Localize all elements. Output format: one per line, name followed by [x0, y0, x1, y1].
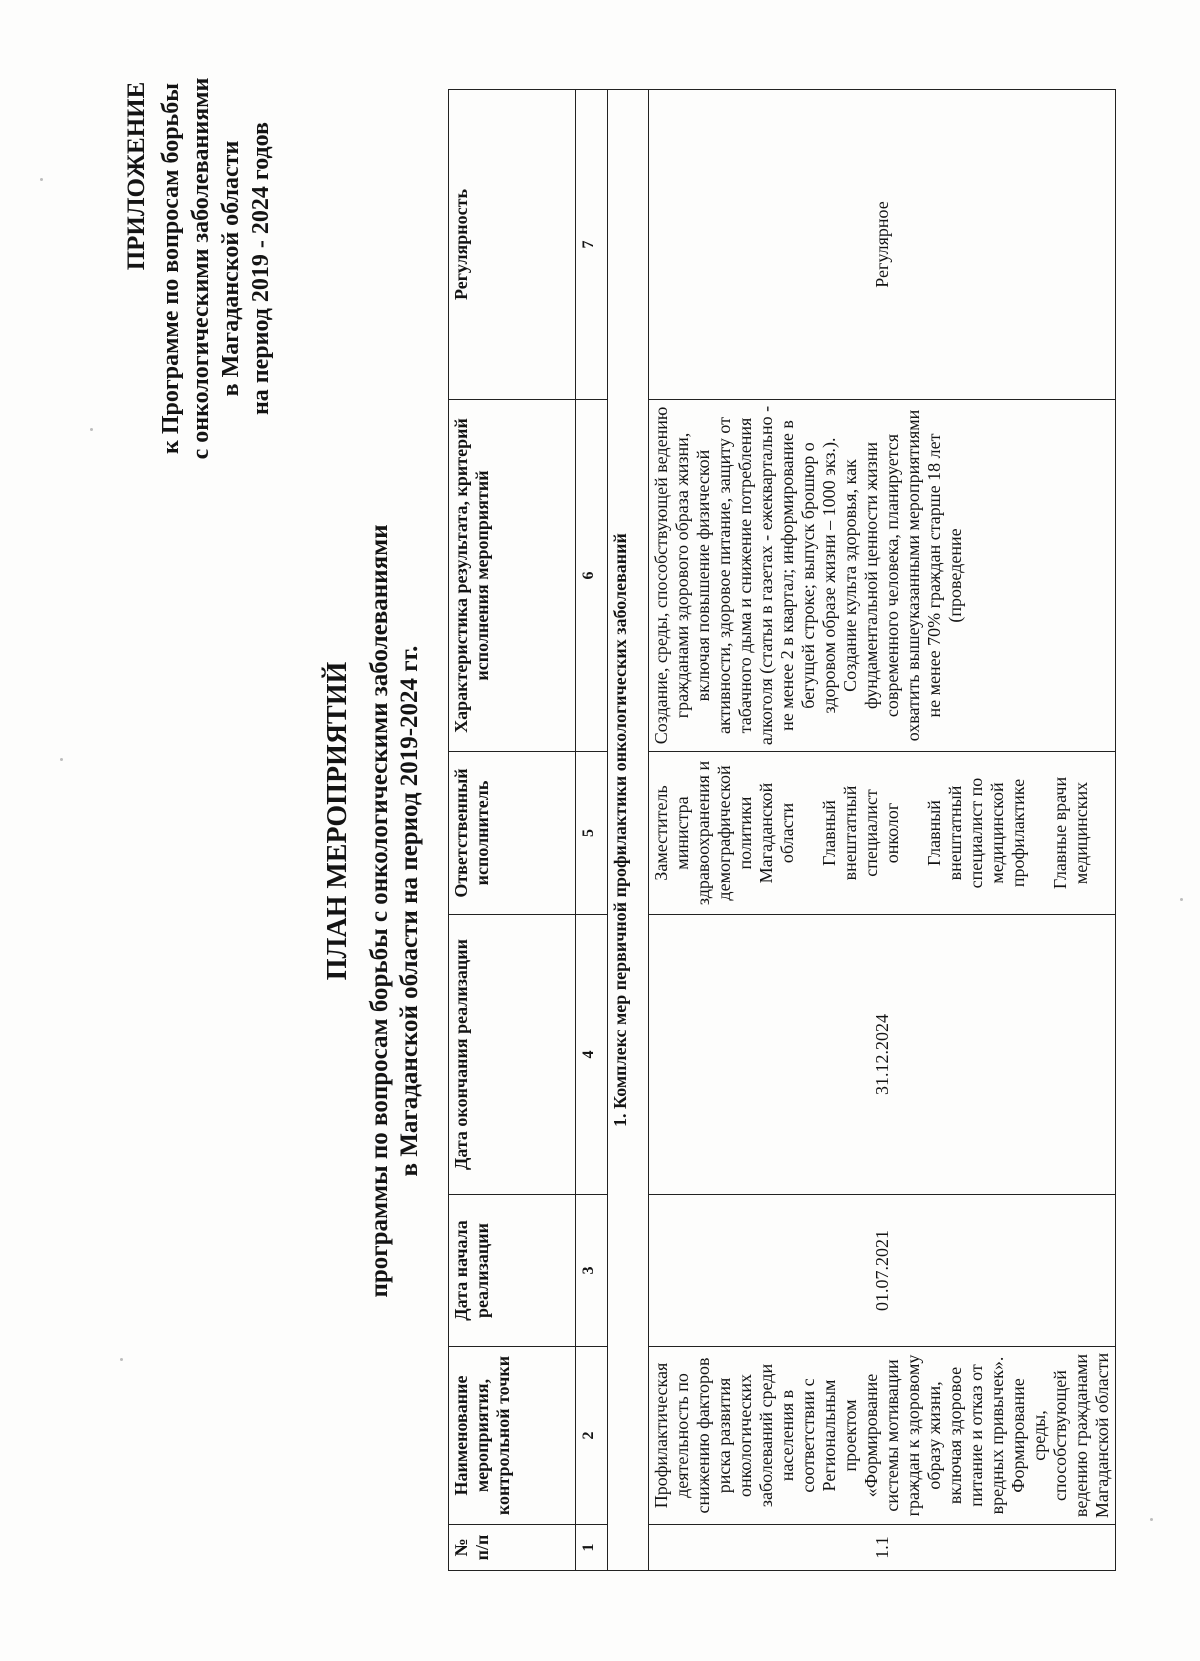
column-number: 7 — [576, 90, 608, 400]
start-date: 01.07.2021 — [649, 1195, 1116, 1347]
scan-speck — [60, 758, 63, 761]
column-number: 1 — [576, 1525, 608, 1571]
appendix-title: ПРИЛОЖЕНИЕ — [123, 81, 150, 271]
scan-speck — [1180, 898, 1183, 901]
appendix-line: на период 2019 - 2024 годов — [248, 121, 274, 416]
responsible-cell — [649, 752, 1116, 915]
column-number: 4 — [576, 915, 608, 1195]
scan-speck — [120, 1358, 123, 1361]
row-number: 1.1 — [649, 1525, 1116, 1571]
regularity: Регулярное — [649, 90, 1116, 400]
plan-title: ПЛАН МЕРОПРИЯТИЙ — [322, 661, 353, 981]
appendix-line: к Программе по вопросам борьбы — [158, 83, 184, 454]
responsible-person: Главный внештатный специалист онколог — [819, 785, 902, 881]
plan-subtitle: программы по вопросам борьбы с онкологическими заболеваниями — [366, 524, 393, 1298]
scan-speck — [90, 428, 93, 431]
plan-table — [448, 89, 1116, 1571]
event-name: Профилактическая деятельность по снижению факторов риска развития онкологических заболеваний среди населения в соответствии с Региональным проектом «Формирование системы мотивации граждан к здоровому образу жизни, включая здоровое питание и отказ от вредных привычек». Формирование среды, способствующей ведению гражданами Магаданской области — [649, 1347, 1116, 1525]
table-header-row — [449, 90, 576, 1571]
responsible-person: Главные врачи медицинских — [1050, 776, 1091, 890]
header-cell: Дата окончания реализации — [449, 915, 576, 1195]
plan-subtitle: в Магаданской области на период 2019-2024 гг. — [396, 645, 423, 1177]
end-date: 31.12.2024 — [649, 915, 1116, 1195]
appendix-line: с онкологическими заболеваниями — [188, 77, 214, 460]
result-paragraph: Создание культа здоровья, как фундаментальной ценности жизни современного человека, планируется охватить вышеуказанными мероприятиями не менее 70% граждан старше 18 лет (проведение — [840, 409, 965, 742]
column-number: 2 — [576, 1347, 608, 1525]
header-cell: Ответственный исполнитель — [449, 752, 576, 915]
header-cell: Дата начала реализации — [449, 1195, 576, 1347]
header-cell: Характеристика результата, критерий исполнения мероприятий — [449, 400, 576, 752]
appendix-line: в Магаданской области — [218, 140, 244, 397]
table-row — [649, 90, 1116, 1571]
responsible-person: Главный внештатный специалист по медицинской профилактике — [924, 777, 1028, 889]
header-cell: № п/п — [449, 1525, 576, 1571]
header-cell: Наименование мероприятия, контрольной точки — [449, 1347, 576, 1525]
header-cell: Регулярность — [449, 90, 576, 400]
section-title: 1. Комплекс мер первичной профилактики онкологических заболеваний — [608, 90, 649, 1571]
section-row — [608, 90, 649, 1571]
result-paragraph: Создание, среды, способствующей ведению гражданами здорового образа жизни, включая повышение физической активности, здоровое питание, защиту от табачного дыма и снижение потребления алкоголя (статьи в газетах - ежеквартально - не менее 2 в квартал; информирование в бегущей строке; выпуск брошюр о здоровом образе жизни – 1000 экз.). — [651, 405, 839, 746]
column-number: 6 — [576, 400, 608, 752]
scan-speck — [1150, 1518, 1153, 1521]
scan-speck — [40, 178, 43, 181]
result-cell — [649, 400, 1116, 752]
responsible-person: Заместитель министра здравоохранения и демографической политики Магаданской области — [651, 760, 797, 906]
column-number: 5 — [576, 752, 608, 915]
column-number: 3 — [576, 1195, 608, 1347]
column-number-row — [576, 90, 608, 1571]
